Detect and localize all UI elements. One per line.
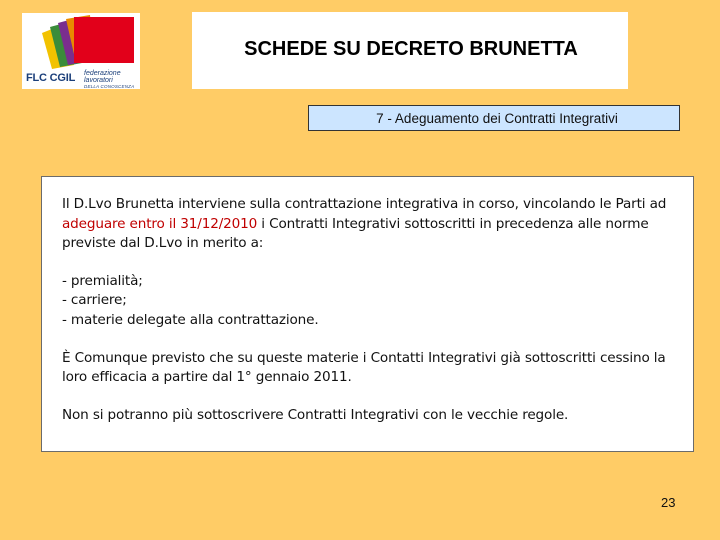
- list-item: - materie delegate alla contrattazione.: [62, 311, 319, 328]
- rules-paragraph: Non si potranno più sottoscrivere Contratti Integrativi con le vecchie regole.: [62, 406, 569, 423]
- deadline-highlight: adeguare entro il 31/12/2010: [62, 215, 258, 232]
- logo-name: FLC CGIL: [26, 72, 76, 84]
- topics-list: [62, 272, 693, 331]
- intro-text-2: i Contratti Integrativi sottoscritti in precedenza alle norme previste dal D.Lvo in merito a:: [62, 215, 649, 252]
- list-item: - premialità;: [62, 272, 143, 289]
- intro-paragraph: [62, 195, 693, 254]
- page-number: 23: [661, 495, 676, 510]
- logo-tagline: [84, 70, 138, 90]
- subtitle-box: [308, 105, 680, 131]
- flc-cgil-logo: [22, 13, 140, 89]
- content-box: [41, 176, 694, 452]
- list-item: - carriere;: [62, 292, 127, 309]
- logo-tagline-small: DELLA CONOSCENZA: [84, 84, 135, 89]
- logo-tagline-main: federazione lavoratori: [84, 70, 121, 84]
- section-subtitle: 7 - Adeguamento dei Contratti Integrativi: [376, 110, 618, 126]
- intro-text-1: Il D.Lvo Brunetta interviene sulla contrattazione integrativa in corso, vincolando le Parti ad: [62, 196, 667, 212]
- validity-paragraph: È Comunque previsto che su queste materie i Contatti Integrativi già sottoscritti cessino la loro efficacia a partire dal 1° gennaio 2011.: [62, 349, 666, 386]
- page-title: SCHEDE SU DECRETO BRUNETTA: [244, 38, 578, 60]
- title-box: [192, 12, 628, 89]
